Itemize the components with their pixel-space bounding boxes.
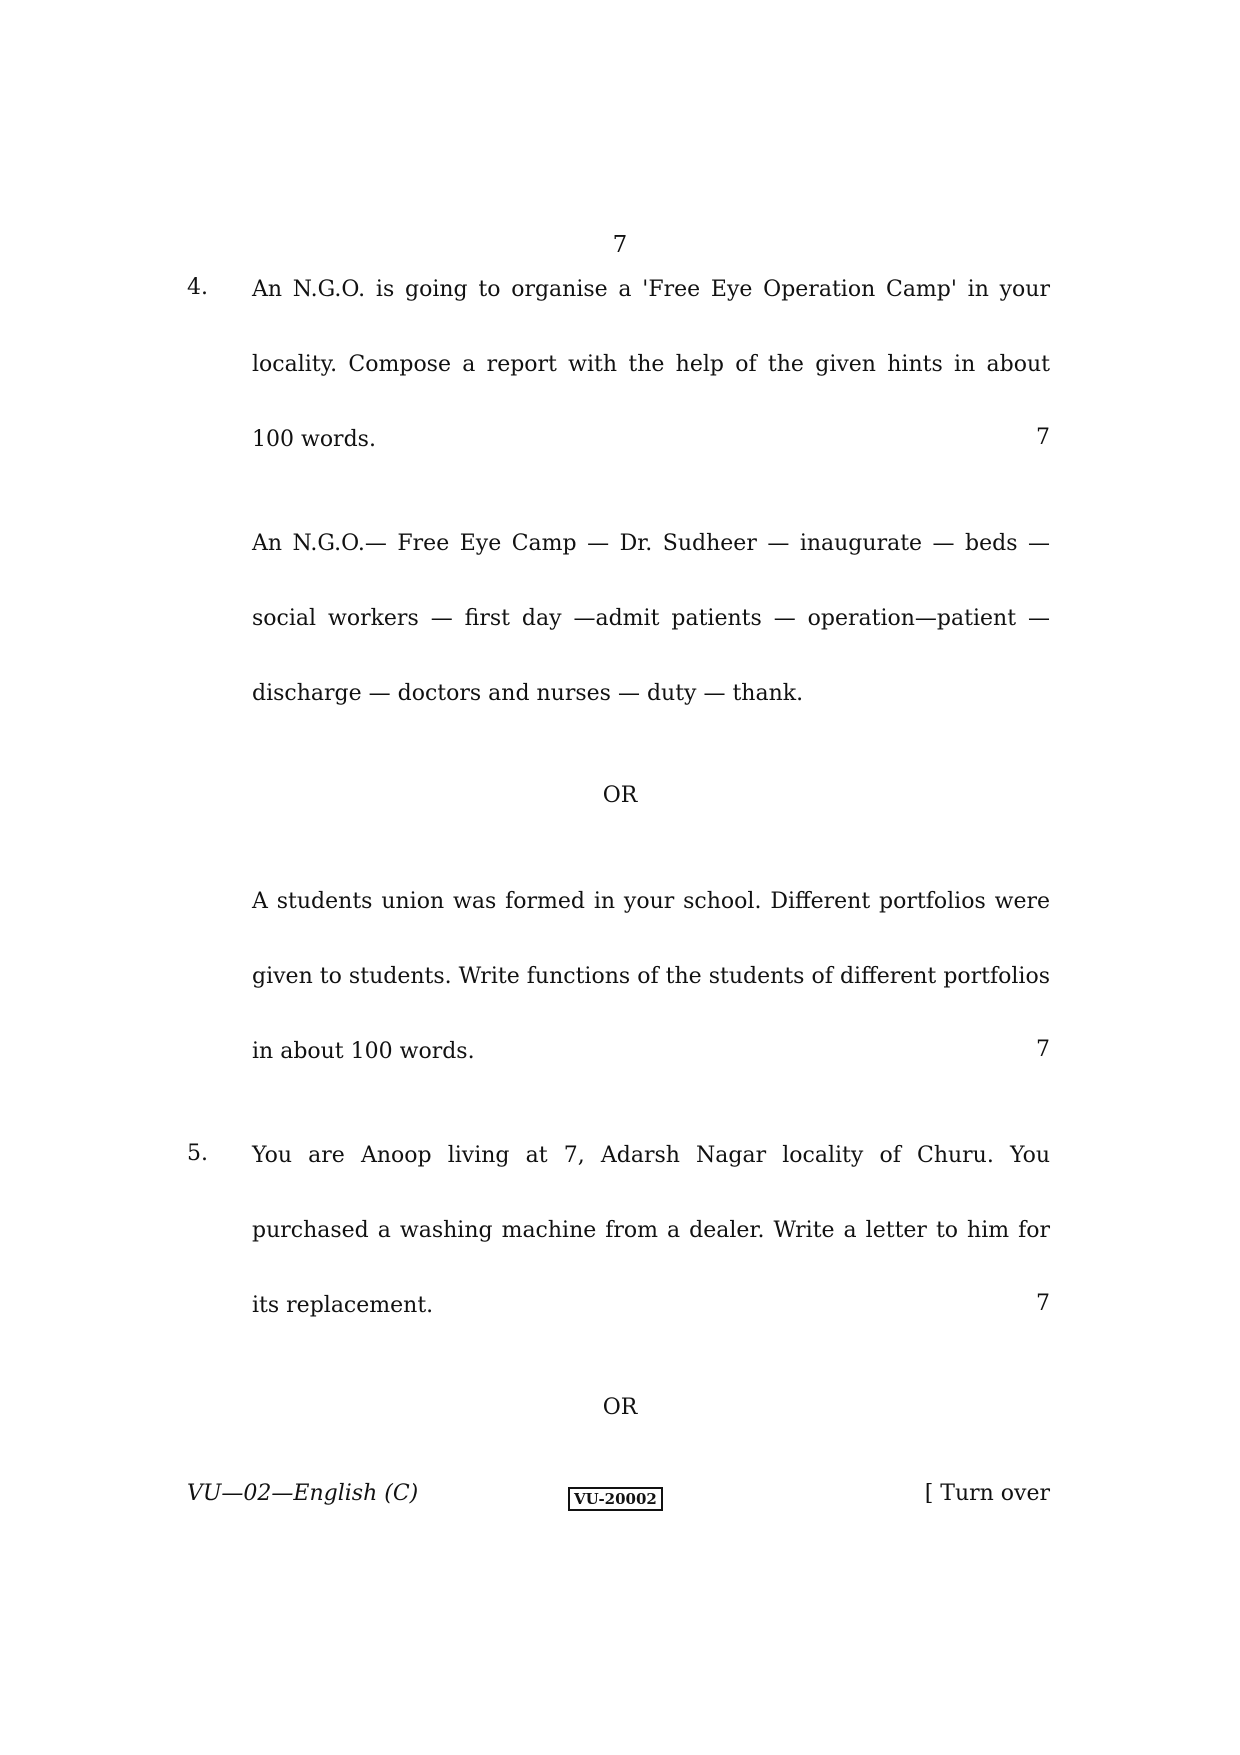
question-number: 4. bbox=[187, 275, 208, 300]
question-line: locality. Compose a report with the help of the given hints in about bbox=[252, 352, 1050, 377]
or-separator: OR bbox=[602, 783, 638, 808]
question-line: You are Anoop living at 7, Adarsh Nagar locality of Churu. You bbox=[252, 1143, 1050, 1168]
hint-line: An N.G.O.— Free Eye Camp — Dr. Sudheer — inaugurate — beds — bbox=[252, 531, 1050, 556]
turn-over-label: [ Turn over bbox=[924, 1481, 1050, 1506]
question-number: 5. bbox=[187, 1141, 208, 1166]
question-line: A students union was formed in your school. Different portfolios were bbox=[252, 889, 1050, 914]
hint-line: discharge — doctors and nurses — duty — thank. bbox=[252, 681, 804, 706]
marks-label: 7 bbox=[1036, 1037, 1050, 1062]
question-line: 100 words. bbox=[252, 427, 376, 452]
marks-label: 7 bbox=[1036, 1291, 1050, 1316]
or-separator: OR bbox=[602, 1395, 638, 1420]
hint-line: social workers — first day —admit patients — operation—patient — bbox=[252, 606, 1050, 631]
question-line: An N.G.O. is going to organise a 'Free Eye Operation Camp' in your bbox=[252, 277, 1050, 302]
question-line: given to students. Write functions of the students of different portfolios bbox=[252, 964, 1050, 989]
paper-code: VU—02—English (C) bbox=[187, 1481, 419, 1506]
question-line: its replacement. bbox=[252, 1293, 434, 1318]
question-line: purchased a washing machine from a dealer. Write a letter to him for bbox=[252, 1218, 1050, 1243]
booklet-code-box: VU-20002 bbox=[568, 1487, 663, 1511]
question-line: in about 100 words. bbox=[252, 1039, 475, 1064]
page-number: 7 bbox=[612, 232, 628, 258]
marks-label: 7 bbox=[1036, 425, 1050, 450]
